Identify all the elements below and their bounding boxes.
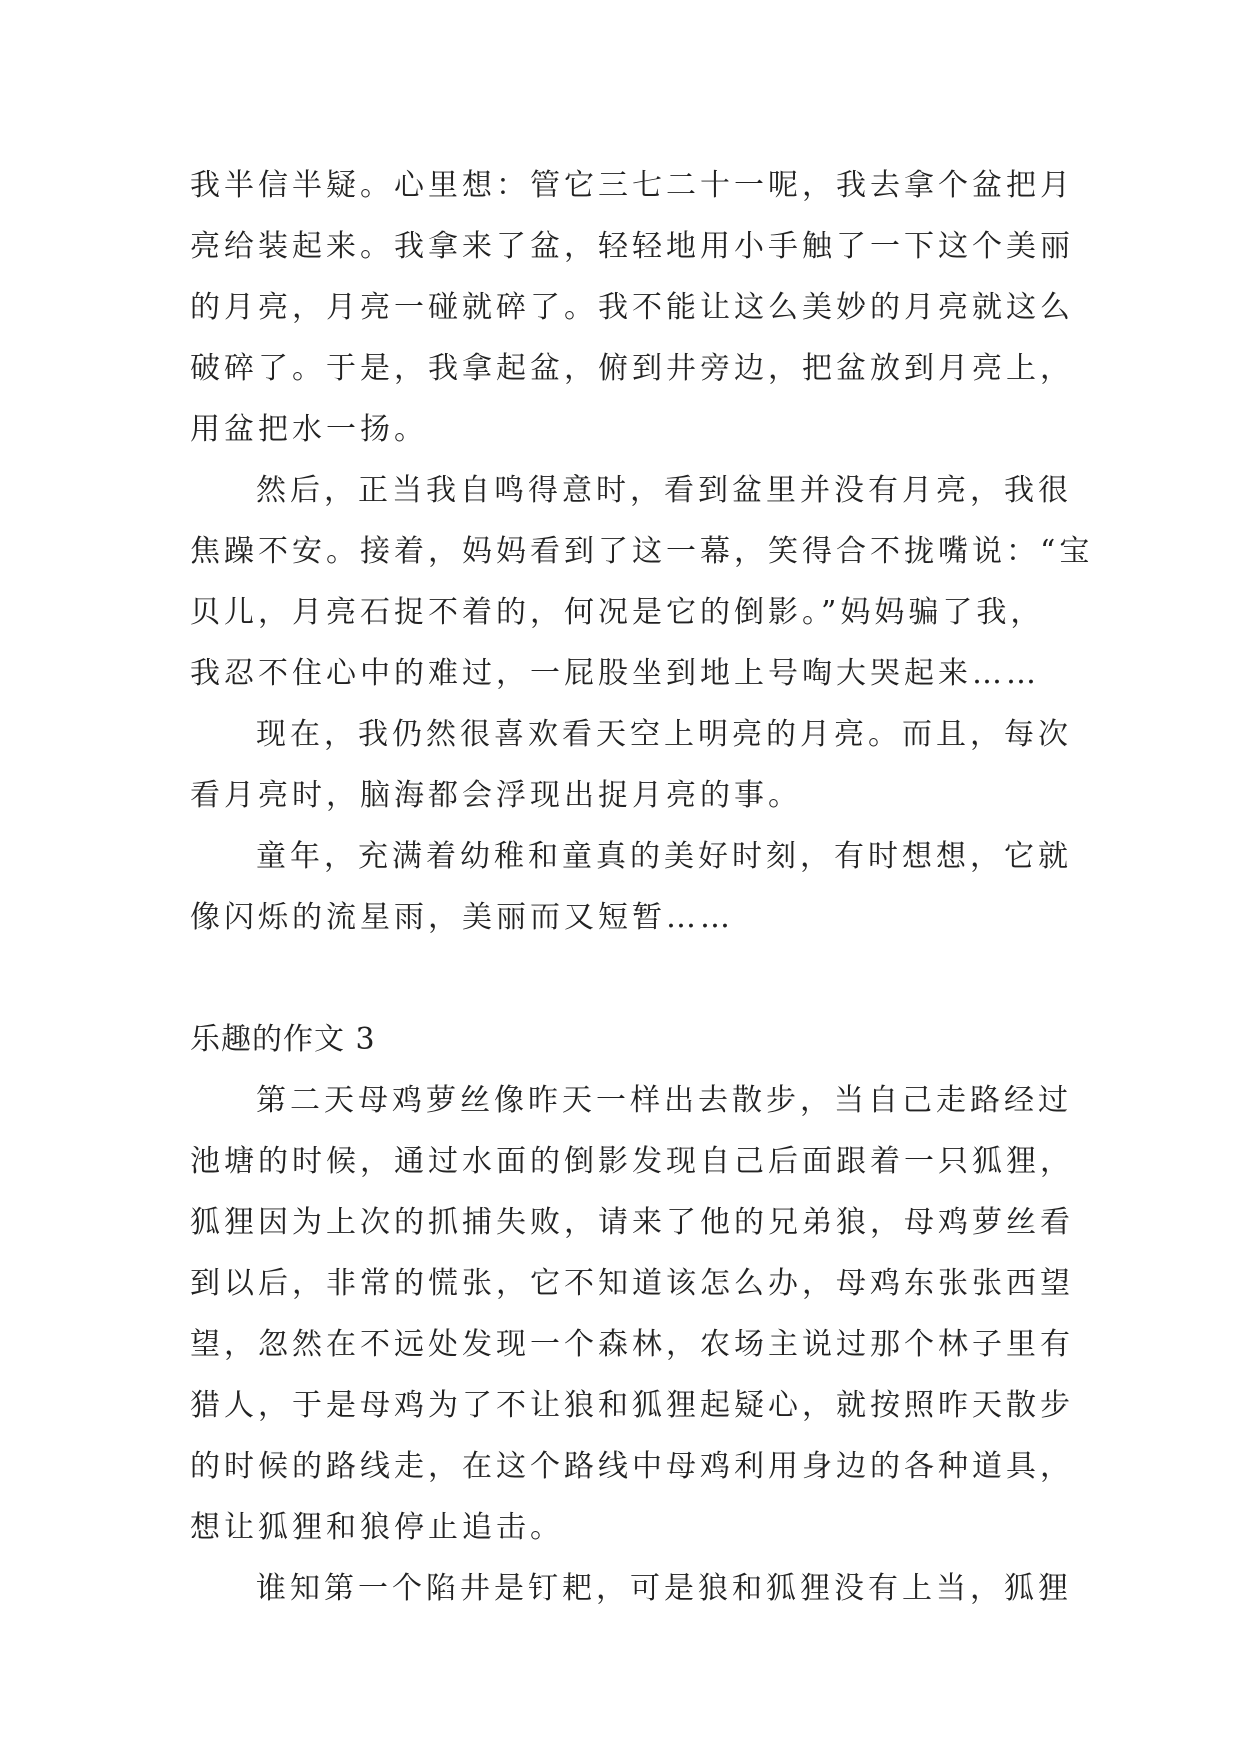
section-spacer	[190, 948, 1070, 1009]
text-line: 谁知第一个陷井是钉耙，可是狼和狐狸没有上当，狐狸	[256, 1571, 1072, 1606]
text-line: 我半信半疑。心里想：管它三七二十一呢，我去拿个盆把月	[190, 168, 1074, 203]
section-heading: 乐趣的作文 3	[190, 1022, 376, 1057]
paragraph	[190, 1558, 1070, 1619]
text-line: 亮给装起来。我拿来了盆，轻轻地用小手触了一下这个美丽	[190, 229, 1074, 264]
text-line: 我忍不住心中的难过，一屁股坐到地上号啕大哭起来……	[190, 656, 1040, 691]
text-line: 看月亮时，脑海都会浮现出捉月亮的事。	[190, 778, 802, 813]
paragraph	[190, 704, 1070, 826]
text-line: 然后，正当我自鸣得意时，看到盆里并没有月亮，我很	[256, 473, 1072, 508]
paragraph	[190, 1070, 1074, 1558]
text-line: 池塘的时候，通过水面的倒影发现自己后面跟着一只狐狸，	[190, 1144, 1074, 1179]
text-line: 破碎了。于是，我拿起盆，俯到井旁边，把盆放到月亮上，	[190, 351, 1074, 386]
text-line: 童年，充满着幼稚和童真的美好时刻，有时想想，它就	[256, 839, 1072, 874]
text-line: 望，忽然在不远处发现一个森林，农场主说过那个林子里有	[190, 1327, 1074, 1362]
document-page	[190, 155, 1094, 1619]
text-line: 狐狸因为上次的抓捕失败，请来了他的兄弟狼，母鸡萝丝看	[190, 1205, 1074, 1240]
text-line: 的月亮，月亮一碰就碎了。我不能让这么美妙的月亮就这么	[190, 290, 1074, 325]
text-line: 的时候的路线走，在这个路线中母鸡利用身边的各种道具，	[190, 1449, 1074, 1484]
paragraph	[190, 460, 1094, 704]
text-line: 焦躁不安。接着，妈妈看到了这一幕，笑得合不拢嘴说：“宝	[190, 534, 1094, 569]
text-line: 想让狐狸和狼停止追击。	[190, 1510, 564, 1545]
text-line: 到以后，非常的慌张，它不知道该怎么办，母鸡东张张西望	[190, 1266, 1074, 1301]
text-line: 现在，我仍然很喜欢看天空上明亮的月亮。而且，每次	[256, 717, 1072, 752]
text-line: 用盆把水一扬。	[190, 412, 428, 447]
paragraph	[190, 826, 1070, 948]
text-line: 第二天母鸡萝丝像昨天一样出去散步，当自己走路经过	[256, 1083, 1072, 1118]
text-line: 贝儿，月亮石捉不着的，何况是它的倒影。”妈妈骗了我，	[190, 595, 1045, 630]
text-line: 猎人，于是母鸡为了不让狼和狐狸起疑心，就按照昨天散步	[190, 1388, 1074, 1423]
text-line: 像闪烁的流星雨，美丽而又短暂……	[190, 900, 734, 935]
paragraph	[190, 155, 1074, 460]
